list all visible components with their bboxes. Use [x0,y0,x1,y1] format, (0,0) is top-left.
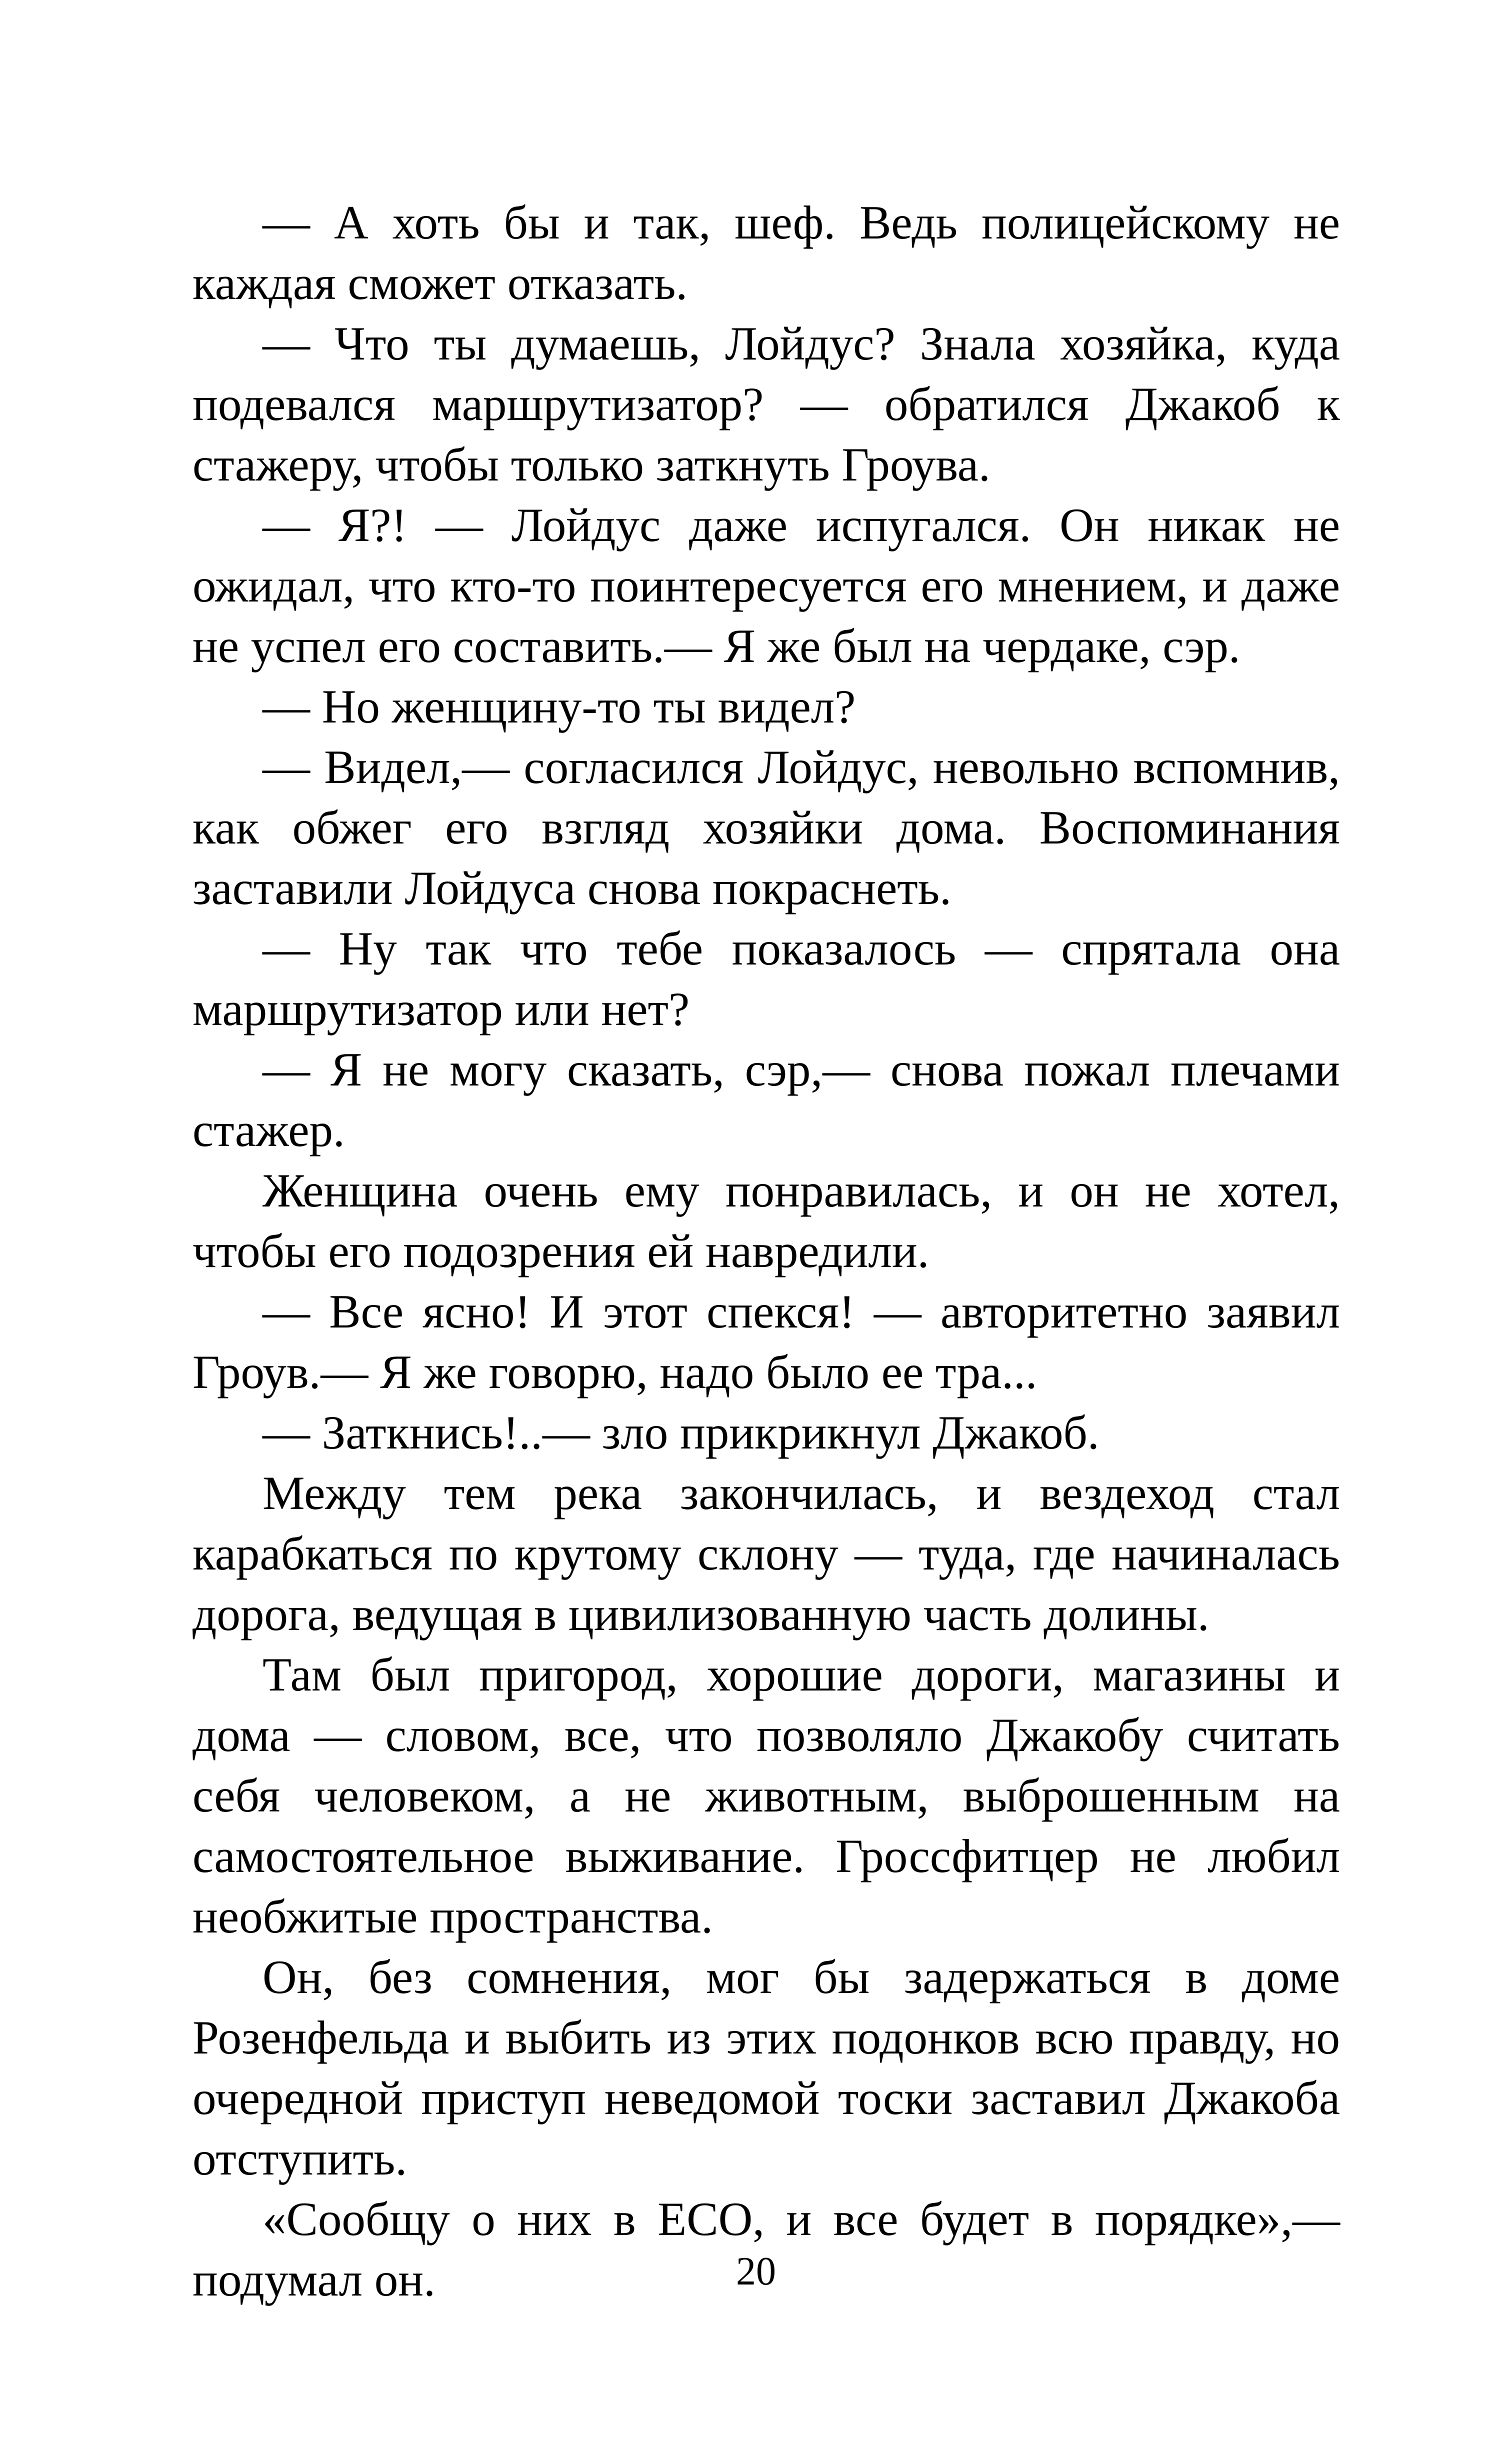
paragraph: — Заткнись!..— зло прикрикнул Джакоб. [262,1406,1100,1459]
paragraph: — Видел,— согласился Лойдус, невольно вспомнив, как обжег его взгляд хозяйки дома. Воспоминания заставили Лойдуса снова покраснеть. [192,740,1340,914]
page-number: 20 [736,2250,776,2294]
paragraph: — Я?! — Лойдус даже испугался. Он никак не ожидал, что кто-то поинтересуется его мнением, и даже не успел его составить.— Я же был на чердаке, сэр. [192,498,1340,672]
paragraph: — Но женщину-то ты видел? [262,680,856,733]
paragraph: «Сообщу о них в ЕСО, и все будет в порядке»,— подумал он. [192,2192,1340,2306]
paragraph: — Я не могу сказать, сэр,— снова пожал плечами стажер. [192,1043,1340,1156]
paragraph: — А хоть бы и так, шеф. Ведь полицейскому не каждая сможет отказать. [192,196,1340,310]
paragraph: — Что ты думаешь, Лойдус? Знала хозяйка, куда подевался маршрутизатор? — обратился Джакоб к стажеру, чтобы только заткнуть Гроува. [192,317,1340,491]
paragraph: Он, без сомнения, мог бы задержаться в доме Розенфельда и выбить из этих подонков всю правду, но очередной приступ неведомой тоски заставил Джакоба отступить. [192,1950,1340,2185]
body-text [192,192,1340,2310]
paragraph: — Ну так что тебе показалось — спрятала она маршрутизатор или нет? [192,922,1340,1036]
paragraph: Женщина очень ему понравилась, и он не хотел, чтобы его подозрения ей навредили. [192,1164,1340,1278]
paragraph: Там был пригород, хорошие дороги, магазины и дома — словом, все, что позволяло Джакобу считать себя человеком, а не животным, выброшенным на самостоятельное выживание. Гроссфитцер не любил необжитые пространства. [192,1648,1340,1943]
paragraph: — Все ясно! И этот спекся! — авторитетно заявил Гроув.— Я же говорю, надо было ее тра... [192,1285,1340,1398]
paragraph: Между тем река закончилась, и вездеход стал карабкаться по крутому склону — туда, где начиналась дорога, ведущая в цивилизованную часть долины. [192,1466,1340,1640]
